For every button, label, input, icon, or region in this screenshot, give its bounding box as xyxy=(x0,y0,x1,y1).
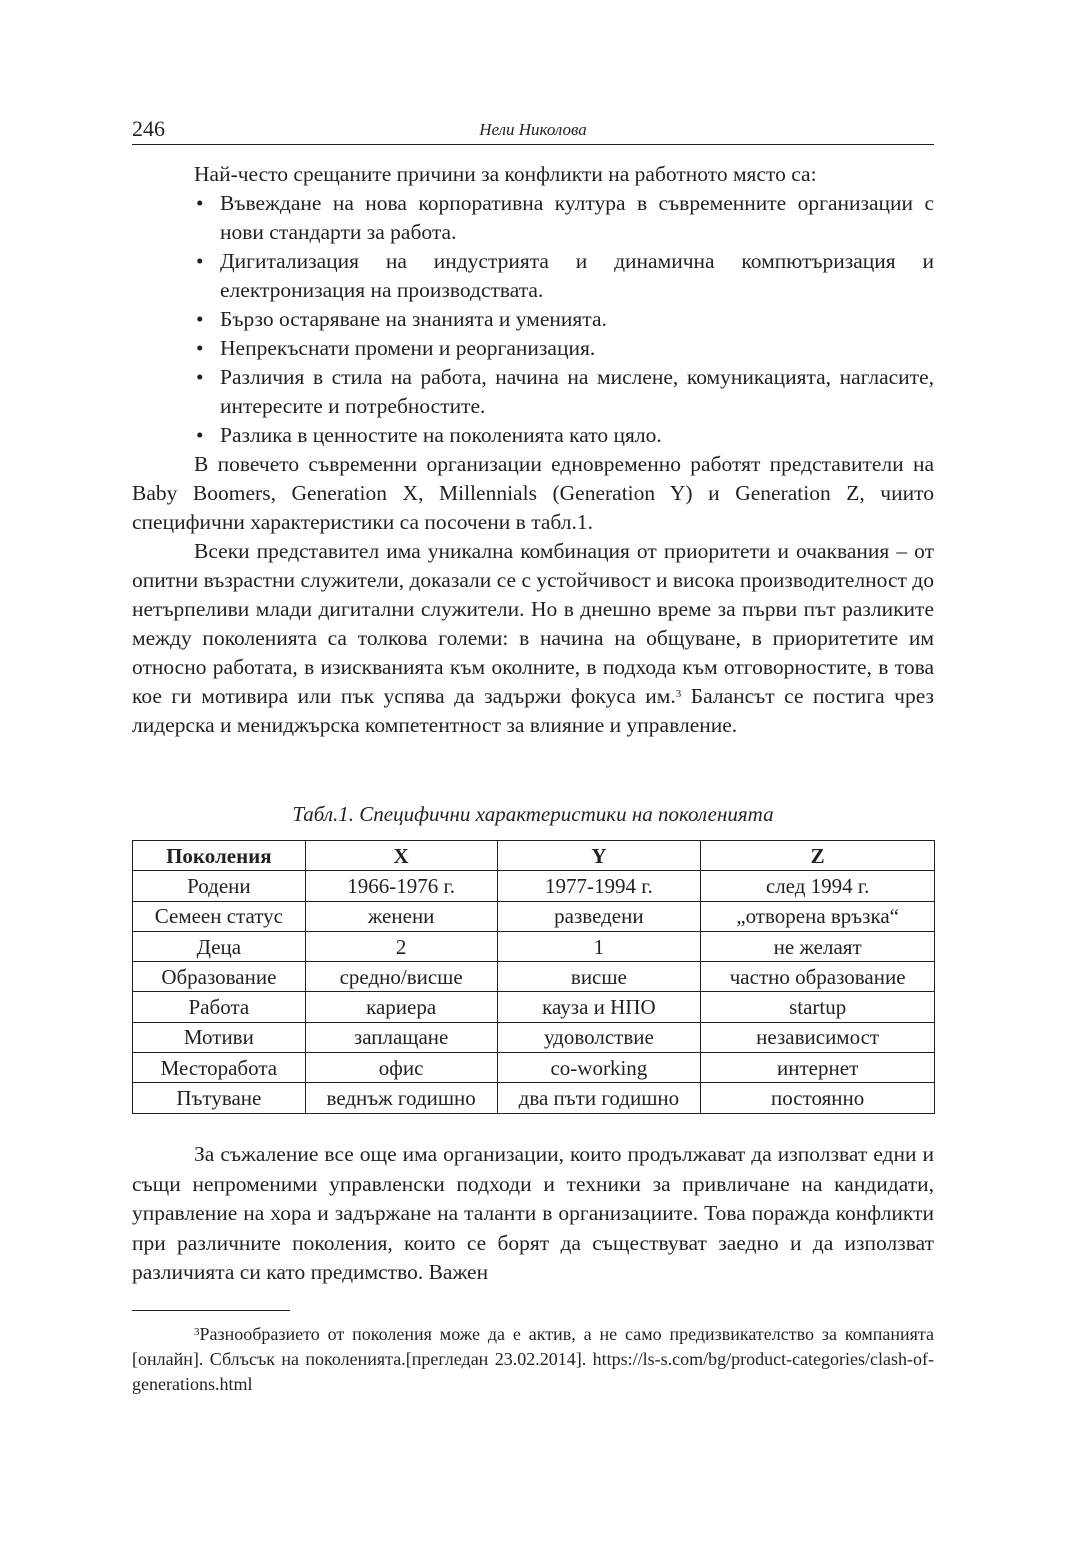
table-row xyxy=(133,962,935,992)
table-cell: независимост xyxy=(701,1022,935,1052)
table-row xyxy=(133,931,935,961)
table-cell: „отворена връзка“ xyxy=(701,901,935,931)
row-label: Образование xyxy=(133,962,306,992)
row-label: Работа xyxy=(133,992,306,1022)
list-item: • Бързо остаряване на знанията и уменията. xyxy=(132,305,934,334)
table-cell: офис xyxy=(305,1053,497,1083)
column-header: X xyxy=(305,841,497,871)
page-number: 246 xyxy=(132,116,165,141)
table-cell: постоянно xyxy=(701,1083,935,1113)
table-cell: 1966-1976 г. xyxy=(305,871,497,901)
table-cell: интернет xyxy=(701,1053,935,1083)
column-header: Поколения xyxy=(133,841,306,871)
intro-line: Най-често срещаните причини за конфликти на работното място са: xyxy=(194,162,817,186)
paragraph-text: За съжаление все още има организации, които продължават да използват едни и същи непроменими управленски подходи и техники за привличане на кандидати, управление на хора и задържане на таланти в организациите. Това поражда конфликти при различните поколения, които се борят да съществуват заедно и да използват различията си като предимство. Важен xyxy=(132,1142,934,1284)
table-cell: заплащане xyxy=(305,1022,497,1052)
table-cell: не желаят xyxy=(701,931,935,961)
page-header xyxy=(132,116,934,145)
row-label: Пътуване xyxy=(133,1083,306,1113)
row-label: Семеен статус xyxy=(133,901,306,931)
row-label: Месторабота xyxy=(133,1053,306,1083)
table-cell: висше xyxy=(497,962,701,992)
causes-list xyxy=(132,189,934,450)
table-cell: разведени xyxy=(497,901,701,931)
table-row xyxy=(133,1053,935,1083)
list-item: • Различия в стила на работа, начина на мислене, комуникацията, нагласите, интересите и потребностите. xyxy=(132,363,934,421)
row-label: Деца xyxy=(133,931,306,961)
row-label: Мотиви xyxy=(133,1022,306,1052)
paragraph-text: Всеки представител има уникална комбинация от приоритети и очаквания – от опитни възрастни служители, доказали се с устойчивост и висока производителност до нетърпеливи млади дигитални служители. Но в днешно време за първи път разликите между поколенията са толкова големи: в начина на общуване, в приоритетите им относно работата, в изискванията към околните, в подхода към отговорностите, в това кое ги мотивира или пък успява да задържи фокуса им. xyxy=(132,539,934,708)
table-cell: след 1994 г. xyxy=(701,871,935,901)
row-label: Родени xyxy=(133,871,306,901)
paragraph xyxy=(132,1140,934,1288)
list-item: • Въвеждане на нова корпоративна култура в съвременните организации с нови стандарти за работа. xyxy=(132,189,934,247)
table-header-row xyxy=(133,841,935,871)
paragraph-text: Балансът се постига чрез лидерска и мениджърска компетентност за влияние и управление. xyxy=(132,684,935,737)
table-cell: женени xyxy=(305,901,497,931)
body-text xyxy=(132,160,934,740)
table-row xyxy=(133,1083,935,1113)
footnote-divider xyxy=(132,1310,290,1311)
list-item: • Разлика в ценностите на поколенията като цяло. xyxy=(132,421,934,450)
table-cell: startup xyxy=(701,992,935,1022)
table-cell: веднъж годишно xyxy=(305,1083,497,1113)
table-row xyxy=(133,871,935,901)
table-caption: Табл.1. Специфични характеристики на поколенията xyxy=(292,802,774,826)
table-cell: 1977-1994 г. xyxy=(497,871,701,901)
footnote-text: Разнообразието от поколения може да е актив, а не само предизвикателство за компанията [онлайн]. Сблъсък на поколенията.[прегледан 23.02.2014]. https://ls-s.com/bg/product-categories/clash-of-generations.html xyxy=(132,1324,934,1394)
table-row xyxy=(133,992,935,1022)
table-cell: 1 xyxy=(497,931,701,961)
footnote-number: 3 xyxy=(194,1326,200,1338)
column-header: Y xyxy=(497,841,701,871)
table-cell: кариера xyxy=(305,992,497,1022)
running-head-author: Нели Николова xyxy=(479,120,587,139)
generations-table xyxy=(132,840,935,1114)
table-row xyxy=(133,1022,935,1052)
footnote-ref: 3 xyxy=(675,688,682,700)
table-cell: два пъти годишно xyxy=(497,1083,701,1113)
list-item: • Непрекъснати промени и реорганизация. xyxy=(132,334,934,363)
table-cell: co-working xyxy=(497,1053,701,1083)
paragraph xyxy=(132,537,934,740)
table-cell: частно образование xyxy=(701,962,935,992)
table-cell: 2 xyxy=(305,931,497,961)
table-cell: средно/висше xyxy=(305,962,497,992)
table-cell: кауза и НПО xyxy=(497,992,701,1022)
table-row xyxy=(133,901,935,931)
paragraph: В повечето съвременни организации едновременно работят представители на Baby Boomers, Generation X, Millennials (Generation Y) и Generation Z, чиито специфични характеристики са посочени в табл.1. xyxy=(132,452,934,534)
footnote xyxy=(132,1322,934,1397)
column-header: Z xyxy=(701,841,935,871)
table-cell: удоволствие xyxy=(497,1022,701,1052)
list-item: • Дигитализация на индустрията и динамична компютъризация и електронизация на производствата. xyxy=(132,247,934,305)
